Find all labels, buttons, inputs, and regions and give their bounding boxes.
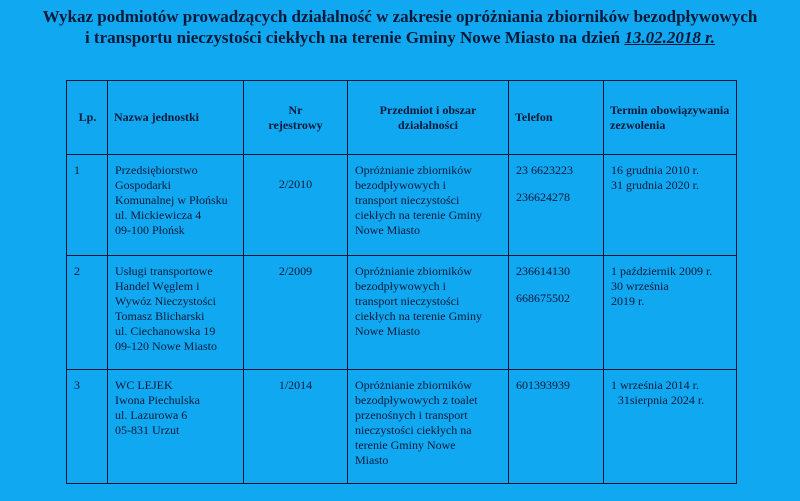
cell-nr: 1/2014: [244, 370, 348, 484]
cell-term: 16 grudnia 2010 r. 31 grudnia 2020 r.: [604, 155, 737, 256]
header-nr: Nr rejestrowy: [244, 81, 348, 155]
header-subject: Przedmiot i obszar działalności: [348, 81, 509, 155]
header-term: Termin obowiązywania zezwolenia: [604, 81, 737, 155]
operators-table: [66, 80, 737, 484]
cell-phone: 23 6623223 236624278: [509, 155, 604, 256]
title-line-2: [0, 27, 800, 48]
table-row: [67, 155, 737, 256]
header-phone: Telefon: [509, 81, 604, 155]
title-line-1: Wykaz podmiotów prowadzących działalność w zakresie opróżniania zbiorników bezodpływowych: [42, 7, 758, 26]
cell-lp: 2: [67, 256, 108, 370]
cell-name: Przedsiębiorstwo Gospodarki Komunalnej w Płońsku ul. Mickiewicza 4 09-100 Płońsk: [108, 155, 244, 256]
document-title: [0, 6, 800, 48]
cell-nr: 2/2010: [244, 155, 348, 256]
header-lp: Lp.: [67, 81, 108, 155]
cell-subject: Opróżnianie zbiorników bezodpływowych i transport nieczystości ciekłych na terenie Gminy Nowe Miasto: [348, 155, 509, 256]
cell-lp: 3: [67, 370, 108, 484]
cell-lp: 1: [67, 155, 108, 256]
cell-term: 1 październik 2009 r. 30 września 2019 r.: [604, 256, 737, 370]
cell-nr: 2/2009: [244, 256, 348, 370]
header-row: [67, 81, 737, 155]
cell-name: WC LEJEK Iwona Piechulska ul. Lazurowa 6 05-831 Urzut: [108, 370, 244, 484]
cell-phone: 601393939: [509, 370, 604, 484]
title-line-2-text: i transportu nieczystości ciekłych na terenie Gminy Nowe Miasto na dzień: [84, 28, 625, 47]
title-date: 13.02.2018 r.: [624, 28, 716, 47]
table-row: [67, 370, 737, 484]
cell-term: 1 września 2014 r. 31sierpnia 2024 r.: [604, 370, 737, 484]
cell-subject: Opróżnianie zbiorników bezodpływowych i transport nieczystości ciekłych na terenie Gminy Nowe Miasto: [348, 256, 509, 370]
table-row: [67, 256, 737, 370]
cell-name: Usługi transportowe Handel Węglem i Wywóz Nieczystości Tomasz Blicharski ul. Ciechanowska 19 09-120 Nowe Miasto: [108, 256, 244, 370]
cell-phone: 236614130 668675502: [509, 256, 604, 370]
header-name: Nazwa jednostki: [108, 81, 244, 155]
cell-subject: Opróżnianie zbiorników bezodpływowych z toalet przenośnych i transport nieczystości ciekłych na terenie Gminy Nowe Miasto: [348, 370, 509, 484]
